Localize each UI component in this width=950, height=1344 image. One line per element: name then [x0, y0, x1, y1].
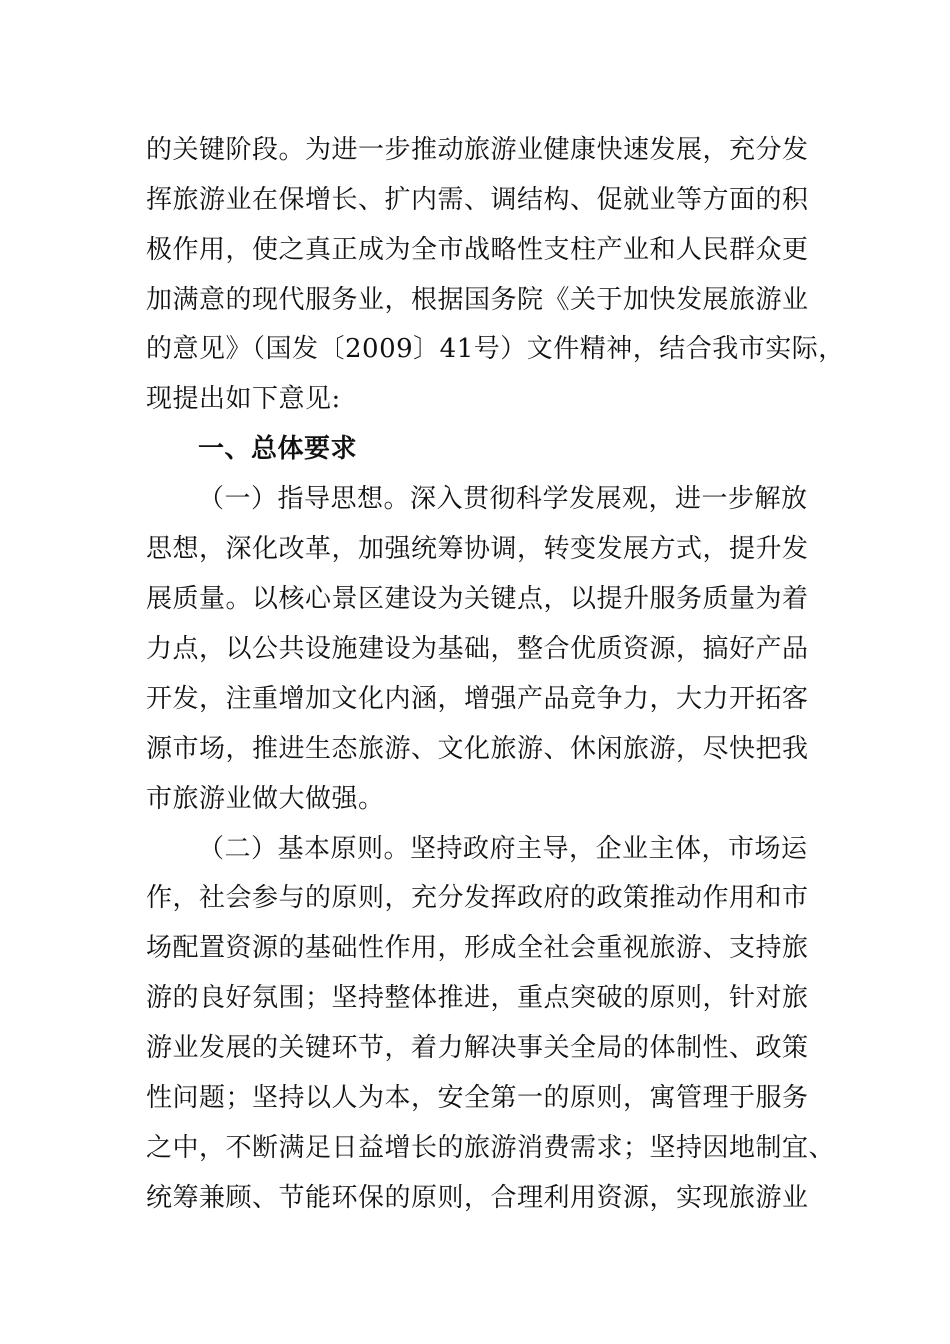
paragraph-line: 展质量。以核心景区建设为关键点，以提升服务质量为着 [146, 584, 809, 614]
paragraph-line: 极作用，使之真正成为全市战略性支柱产业和人民群众更 [146, 235, 809, 265]
paragraph-line: 开发，注重增加文化内涵，增强产品竞争力，大力开拓客 [146, 684, 809, 714]
paragraph-line: （一）指导思想。深入贯彻科学发展观，进一步解放 [198, 484, 808, 514]
paragraph-line: 的关键阶段。为进一步推动旅游业健康快速发展，充分发 [146, 135, 809, 165]
section-heading: 一、总体要求 [198, 434, 358, 464]
paragraph-line: 作，社会参与的原则，充分发挥政府的政策推动作用和市 [146, 883, 809, 913]
paragraph-line: 之中，不断满足日益增长的旅游消费需求；坚持因地制宜、 [146, 1133, 836, 1163]
paragraph-line: 加满意的现代服务业，根据国务院《关于加快发展旅游业 [146, 285, 809, 315]
paragraph-line: 市旅游业做大做强。 [146, 784, 385, 814]
paragraph-line: 场配置资源的基础性作用，形成全社会重视旅游、支持旅 [146, 933, 809, 963]
paragraph-line: 挥旅游业在保增长、扩内需、调结构、促就业等方面的积 [146, 185, 809, 215]
paragraph-line: 性问题；坚持以人为本，安全第一的原则，寓管理于服务 [146, 1083, 809, 1113]
paragraph-line: 现提出如下意见: [146, 384, 341, 414]
paragraph-line: 力点，以公共设施建设为基础，整合优质资源，搞好产品 [146, 634, 809, 664]
paragraph-line: 游业发展的关键环节，着力解决事关全局的体制性、政策 [146, 1033, 809, 1063]
paragraph-line: 游的良好氛围；坚持整体推进，重点突破的原则，针对旅 [146, 983, 809, 1013]
paragraph-line: 统筹兼顾、节能环保的原则，合理利用资源，实现旅游业 [146, 1183, 809, 1213]
paragraph-line: 源市场，推进生态旅游、文化旅游、休闲旅游，尽快把我 [146, 734, 809, 764]
paragraph-line: （二）基本原则。坚持政府主导，企业主体，市场运 [198, 834, 808, 864]
paragraph-line: 的意见》（国发〔2009〕41号）文件精神，结合我市实际， [146, 334, 845, 364]
paragraph-line: 思想，深化改革，加强统筹协调，转变发展方式，提升发 [146, 534, 809, 564]
